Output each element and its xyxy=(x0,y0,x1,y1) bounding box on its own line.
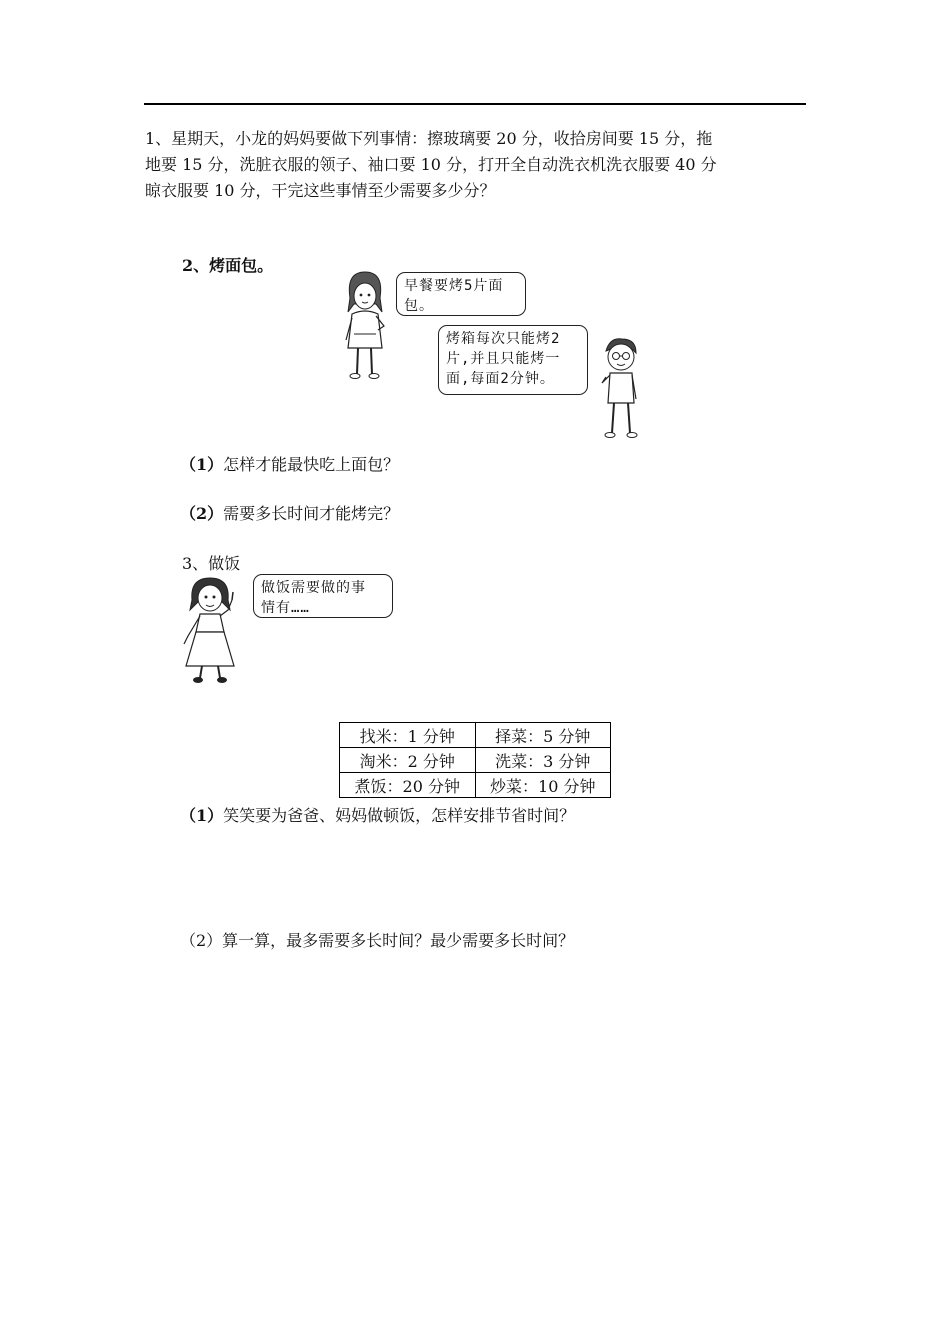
table-row xyxy=(340,773,611,798)
header-rule xyxy=(144,103,806,105)
cooking-time-table xyxy=(339,722,611,798)
problem-1-line-2: 地要 15 分，洗脏衣服的领子、袖口要 10 分，打开全自动洗衣机洗衣服要 40 分 xyxy=(145,155,717,174)
table-cell: 找米：1 分钟 xyxy=(340,723,476,748)
problem-3-title: 3、做饭 xyxy=(182,554,241,573)
problem-2-q1-text: 怎样才能最快吃上面包？ xyxy=(223,455,400,474)
problem-1-line-3: 晾衣服要 10 分，干完这些事情至少需要多少分？ xyxy=(145,181,496,200)
table-cell: 淘米：2 分钟 xyxy=(340,748,476,773)
table-cell: 洗菜：3 分钟 xyxy=(475,748,611,773)
cooking-bubble-line-2: 情有…… xyxy=(261,600,310,616)
cooking-girl-illustration xyxy=(178,574,248,686)
table-row xyxy=(340,748,611,773)
girl-speech-bubble xyxy=(396,272,526,316)
problem-2-q1-number: （1） xyxy=(180,455,224,474)
boy-bubble-line-2: 片,并且只能烤一 xyxy=(446,351,561,367)
girl-illustration xyxy=(340,268,390,383)
table-row xyxy=(340,723,611,748)
problem-2-question-1 xyxy=(180,452,399,475)
problem-3-question-1 xyxy=(180,803,575,826)
problem-1-line-1: 1、星期天，小龙的妈妈要做下列事情：擦玻璃要 20 分，收拾房间要 15 分，拖 xyxy=(145,129,713,148)
boy-bubble-line-3: 面,每面2分钟。 xyxy=(446,371,555,387)
problem-2-question-2 xyxy=(180,501,399,524)
boy-illustration xyxy=(596,333,644,441)
problem-2-q2-text: 需要多长时间才能烤完？ xyxy=(223,504,400,523)
table-cell: 炒菜：10 分钟 xyxy=(475,773,611,798)
problem-3-q1-text: 笑笑要为爸爸、妈妈做顿饭，怎样安排节省时间？ xyxy=(223,806,576,825)
problem-2-q2-number: （2） xyxy=(180,504,224,523)
girl-bubble-line-1: 早餐要烤5片面 xyxy=(404,278,504,294)
problem-3-q1-number: （1） xyxy=(180,806,224,825)
girl-bubble-line-2: 包。 xyxy=(404,298,434,314)
cooking-bubble-line-1: 做饭需要做的事 xyxy=(261,580,366,596)
table-cell: 煮饭：20 分钟 xyxy=(340,773,476,798)
problem-2-title: 2、烤面包。 xyxy=(182,256,274,275)
boy-bubble-line-1: 烤箱每次只能烤2 xyxy=(446,331,561,347)
boy-speech-bubble xyxy=(438,325,588,395)
problem-1 xyxy=(145,126,810,204)
table-cell: 择菜：5 分钟 xyxy=(475,723,611,748)
cooking-speech-bubble xyxy=(253,574,393,618)
problem-3-question-2: （2）算一算，最多需要多长时间？最少需要多长时间？ xyxy=(180,931,575,950)
